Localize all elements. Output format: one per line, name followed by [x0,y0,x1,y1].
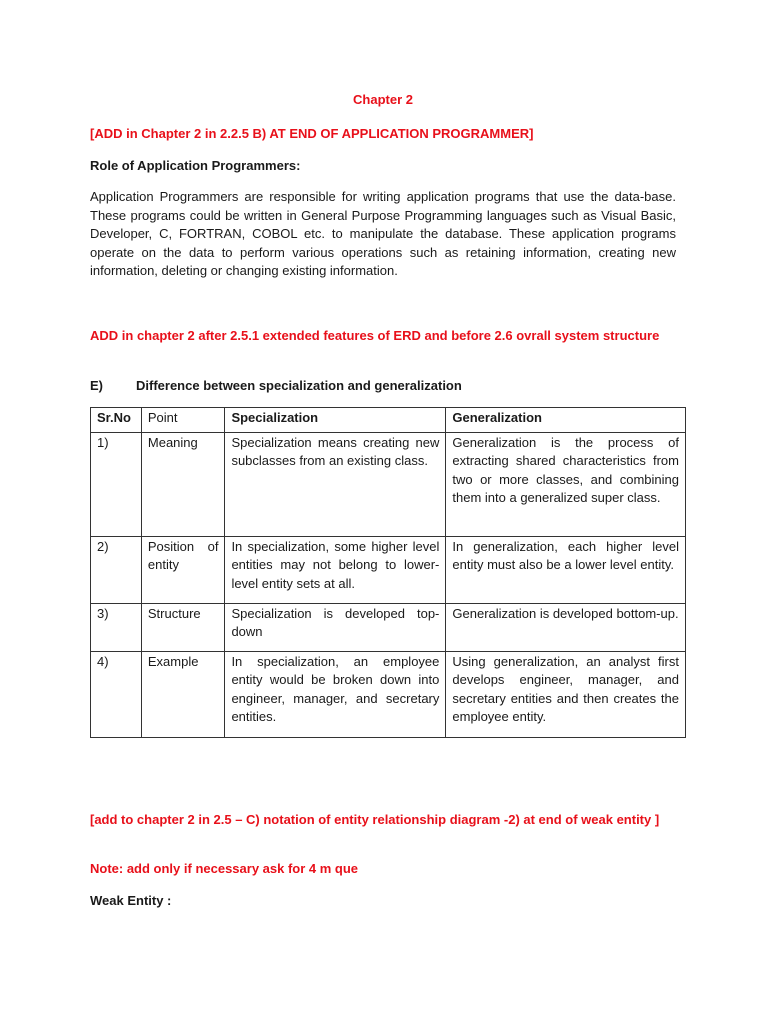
cell-specialization: Specialization means creating new subclasses from an existing class. [225,432,446,536]
cell-point: Structure [141,603,225,651]
table-row [91,651,686,737]
header-generalization: Generalization [446,408,686,433]
cell-generalization: Generalization is developed bottom-up. [446,603,686,651]
cell-generalization: In generalization, each higher level entity must also be a lower level entity. [446,536,686,603]
cell-generalization: Generalization is the process of extracting shared characteristics from two or more classes, and combining them into a generalized super class. [446,432,686,536]
header-point: Point [141,408,225,433]
role-heading: Role of Application Programmers: [90,158,301,173]
table-header-row [91,408,686,433]
add-note-erd: ADD in chapter 2 after 2.5.1 extended features of ERD and before 2.6 ovrall system structure [90,328,660,343]
header-srno: Sr.No [91,408,142,433]
table-row [91,603,686,651]
cell-srno: 4) [91,651,142,737]
difference-heading-text: Difference between specialization and generalization [136,378,462,393]
cell-point: Meaning [141,432,225,536]
add-note-weak-entity: [add to chapter 2 in 2.5 – C) notation of entity relationship diagram -2) at end of weak entity ] [90,812,660,827]
add-note-application-programmer: [ADD in Chapter 2 in 2.2.5 B) AT END OF APPLICATION PROGRAMMER] [90,126,534,141]
difference-heading [90,378,676,393]
cell-specialization: Specialization is developed top-down [225,603,446,651]
cell-generalization: Using generalization, an analyst first develops engineer, manager, and secretary entities and then creates the employee entity. [446,651,686,737]
cell-srno: 2) [91,536,142,603]
header-specialization: Specialization [225,408,446,433]
weak-entity-heading: Weak Entity : [90,893,172,908]
cell-srno: 1) [91,432,142,536]
table-row [91,432,686,536]
cell-point: Example [141,651,225,737]
comparison-table [90,407,686,738]
cell-specialization: In specialization, some higher level entities may not belong to lower-level entity sets at all. [225,536,446,603]
cell-point: Position of entity [141,536,225,603]
table-row [91,536,686,603]
difference-heading-letter: E) [90,378,103,393]
cell-srno: 3) [91,603,142,651]
chapter-title: Chapter 2 [353,92,413,107]
note-4m-question: Note: add only if necessary ask for 4 m que [90,861,359,876]
cell-specialization: In specialization, an employee entity would be broken down into engineer, manager, and secretary entities. [225,651,446,737]
role-paragraph: Application Programmers are responsible for writing application programs that use the data-base. These programs could be written in General Purpose Programming languages such as Visual Basic, Developer, C, FORTRAN, COBOL etc. to manipulate the database. These application programs operate on the data to perform various operations such as retaining information, creating new information, deleting or changing existing information. [90,189,676,279]
